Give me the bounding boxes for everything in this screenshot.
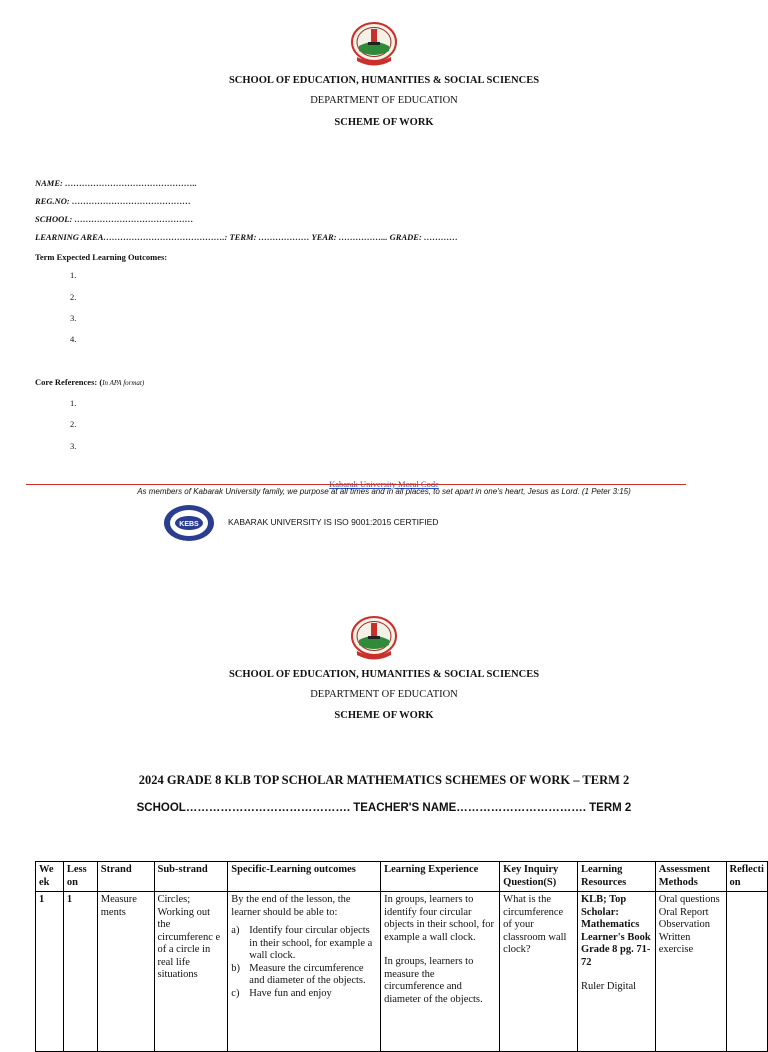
header-experience: Learning Experience: [381, 862, 500, 892]
cell-substrand: Circles; Working out the circumferenc e of a circle in real life situations: [154, 892, 228, 1052]
kabarak-logo: [349, 20, 399, 73]
school-heading: SCHOOL OF EDUCATION, HUMANITIES & SOCIAL SCIENCES: [228, 669, 540, 680]
moral-code-link[interactable]: Kabarak University Moral Code: [329, 479, 439, 489]
scheme-heading: SCHEME OF WORK: [334, 117, 434, 128]
reference-number: 1.: [70, 398, 77, 408]
list-item: Have fun and enjoy: [249, 987, 332, 999]
scheme-heading: SCHEME OF WORK: [334, 710, 434, 721]
cell-strand: Measure ments: [97, 892, 154, 1052]
experience-item: In groups, learners to identify four circular objects in their school, for example a wall clock.: [384, 894, 495, 943]
cell-experience: [381, 892, 500, 1052]
cell-inquiry: What is the circumference of your classroom wall clock?: [500, 892, 578, 1052]
cell-assessment: Oral questions Oral Report Observation Written exercise: [655, 892, 726, 1052]
outcome-number: 3.: [70, 313, 77, 323]
footer-rule: [26, 484, 686, 485]
outcome-number: 1.: [70, 270, 77, 280]
header-lesson: Less on: [63, 862, 97, 892]
list-item: Measure the circumference and diameter of the objects.: [249, 962, 366, 986]
header-week: We ek: [36, 862, 64, 892]
outcome-number: 4.: [70, 334, 77, 344]
outcomes-list: [231, 925, 377, 1000]
department-heading: DEPARTMENT OF EDUCATION: [310, 95, 458, 106]
header-strand: Strand: [97, 862, 154, 892]
regno-field: REG.NO: ……………………………………: [35, 196, 191, 206]
school-field: SCHOOL: ……………………………………: [35, 214, 194, 224]
kebs-logo-text: KEBS: [179, 521, 199, 528]
cell-week: 1: [36, 892, 64, 1052]
school-heading: SCHOOL OF EDUCATION, HUMANITIES & SOCIAL SCIENCES: [228, 75, 540, 86]
list-item: Identify four circular objects in their school, for example a wall clock.: [249, 925, 373, 961]
outcome-number: 2.: [70, 292, 77, 302]
kabarak-logo: [349, 614, 399, 667]
school-teacher-line: SCHOOL……………………………………. TEACHER'S NAME……………………………. TERM 2: [136, 802, 632, 814]
outcomes-intro: By the end of the lesson, the learner should be able to:: [231, 894, 351, 918]
header-substrand: Sub-strand: [154, 862, 228, 892]
name-field: NAME: ………………………………………..: [35, 178, 197, 188]
iso-certification: KABARAK UNIVERSITY IS ISO 9001:2015 CERTIFIED: [228, 517, 439, 527]
header-resources: Learning Resources: [577, 862, 655, 892]
learning-area-field: LEARNING AREA…………………………………….: TERM: ……………… YEAR: ……………... GRADE: …………: [35, 232, 458, 242]
table-header-row: [36, 862, 768, 892]
experience-item: In groups, learners to measure the circumference and diameter of the objects.: [384, 956, 483, 1005]
header-outcomes: Specific-Learning outcomes: [228, 862, 381, 892]
core-references-note: In APA format): [102, 379, 145, 387]
kebs-logo: [163, 504, 215, 547]
reference-number: 2.: [70, 419, 77, 429]
resources-book: KLB; Top Scholar: Mathematics Learner's Book Grade 8 pg. 71-72: [580, 894, 651, 968]
cell-reflection: [726, 892, 767, 1052]
cell-outcomes: [228, 892, 381, 1052]
header-assessment: Assessment Methods: [655, 862, 726, 892]
document-title: 2024 GRADE 8 KLB TOP SCHOLAR MATHEMATICS SCHEMES OF WORK – TERM 2: [138, 773, 630, 787]
outcomes-label: Term Expected Learning Outcomes:: [35, 252, 168, 262]
reference-number: 3.: [70, 441, 77, 451]
scheme-table: [35, 861, 768, 1052]
moral-code-text: As members of Kabarak University family, we purpose at all times and in all places, to set apart in one's heart, Jesus as Lord. (1 Peter 3:15): [137, 487, 631, 496]
header-reflection: Reflecti on: [726, 862, 767, 892]
core-references-label: [35, 377, 144, 387]
resources-extra: Ruler Digital: [580, 981, 637, 992]
header-inquiry: Key Inquiry Question(S): [500, 862, 578, 892]
cell-resources: [577, 892, 655, 1052]
core-references-text: Core References: (: [35, 377, 103, 387]
cell-lesson: 1: [63, 892, 97, 1052]
table-row: [36, 892, 768, 1052]
department-heading: DEPARTMENT OF EDUCATION: [310, 689, 458, 700]
